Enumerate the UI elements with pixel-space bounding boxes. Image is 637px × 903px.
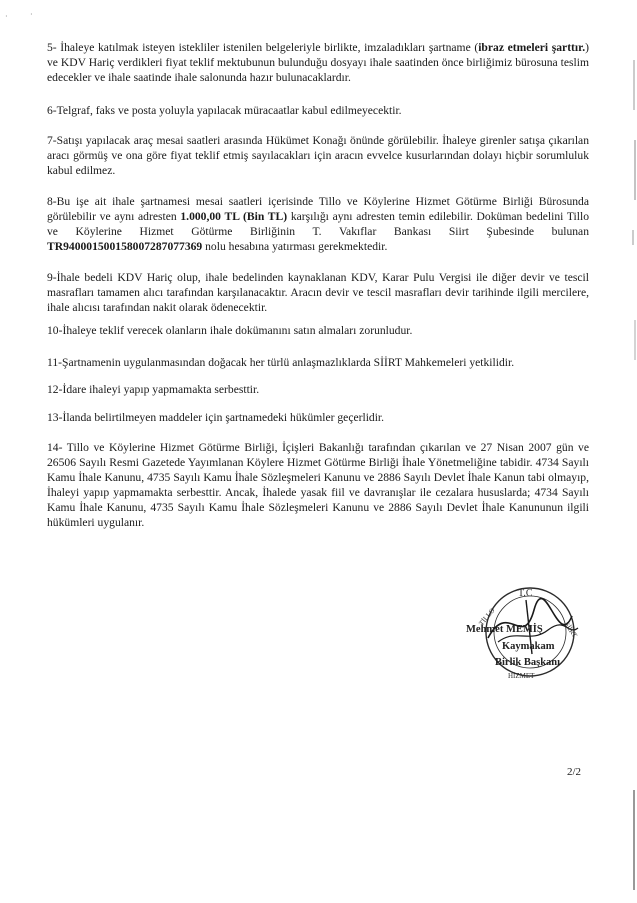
clause-13 [47, 410, 589, 425]
clause-text: 5- İhaleye katılmak isteyen istekliler istenilen belgeleriyle birlikte, imzaladıkları şartname ( [47, 41, 479, 54]
clause-text: karşılığı aynı adresten temin edilebilir. Doküman bedelini Tillo ve Köylerine Hizmet Götürme Birliğinin T. Vakıflar Bankası Siirt Şubesinde bulunan [47, 210, 590, 238]
scan-edge-artifacts [627, 30, 637, 890]
clause-12 [47, 382, 589, 397]
clause-11 [47, 355, 589, 370]
clause-text: 13-İlanda belirtilmeyen maddeler için şartnamedeki hükümler geçerlidir. [47, 411, 385, 424]
clause-14 [47, 440, 589, 530]
clause-7 [47, 133, 589, 178]
clause-text: 14- Tillo ve Köylerine Hizmet Götürme Birliği, İçişleri Bakanlığı tarafından çıkarılan ve 27 Nisan 2007 gün ve 26506 Sayılı Resmi Gazetede Yayımlanan Köylere Hizmet Götürme Birliği İhale Yönetmeliğine tabidir. 4734 Sayılı Kamu İhale Kanunu, 4735 Sayılı Kamu İhale Sözleşmeleri Kanunu ve 2886 Sayılı Devlet İhale Kanun tabi olmayıp, İhaleyi yapıp yapmamakta serbesttir. Ancak, İhalede yasak fiil ve davranışlar ile cezalara hususlarda; 4734 Sayılı Kamu İhale Kanunu, 4735 Sayılı Kamu İhale Sözleşmeleri Kanunu ve 2886 Sayılı Devlet İhale Kanununun ilgili hükümleri uygulanır. [47, 441, 589, 529]
signatory-title-2: Birlik Başkanı [495, 657, 561, 668]
clause-text: 8-Bu işe ait ihale şartnamesi mesai saatleri içerisinde Tillo ve Köylerine Hizmet Götürme Birliği Bürosunda görülebilir ve aynı adresten [47, 195, 589, 223]
clause-text: 7-Satışı yapılacak araç mesai saatleri arasında Hükümet Konağı önünde görülebilir. İhaleye girenler satışa çıkarılan aracı görmüş ve ona göre fiyat teklif etmiş sayılacakları için aracın evvelce kusurlarından dolayı hiçbir sorumluluk kabul edilmez. [47, 134, 589, 177]
clause-6 [47, 103, 589, 118]
page-number: 2/2 [567, 766, 582, 778]
scan-speck: · [5, 12, 8, 21]
svg-text:HİZMET: HİZMET [508, 672, 535, 680]
clause-text: nolu hesabına yatırması gerekmektedir. [202, 240, 388, 253]
svg-text:TİLLO: TİLLO [477, 606, 497, 628]
clause-text: 11-Şartnamenin uygulanmasından doğacak her türlü anlaşmazlıklarda SİİRT Mahkemeleri yetkilidir. [47, 356, 515, 369]
clause-emphasis: 1.000,00 TL (Bin TL) [180, 210, 288, 223]
clause-9 [47, 270, 589, 315]
clause-text: ) ve KDV Hariç verdikleri fiyat teklif mektubunun bulunduğu dosyayı ihale saatinden önce birliğimiz bürosuna teslim edecekler ve ihale saatinde ihale salonunda hazır bulunacaklardır. [47, 41, 589, 84]
svg-text:SİİRT: SİİRT [562, 620, 579, 640]
signatory-title: Kaymakam [502, 641, 555, 652]
clause-text: 9-İhale bedeli KDV Hariç olup, ihale bedelinden kaynaklanan KDV, Karar Pulu Vergisi ile diğer devir ve tescil masrafları tamamen alıcı tarafından karşılanacaktır. Aracın devir ve tescil masrafları devir tarihinde ilgili mercilere, ihale alıcısı tarafından nakit olarak ödenecektir. [47, 271, 589, 314]
clause-text: 6-Telgraf, faks ve posta yoluyla yapılacak müracaatlar kabul edilmeyecektir. [47, 104, 402, 117]
clause-text: 12-İdare ihaleyi yapıp yapmamakta serbesttir. [47, 383, 260, 396]
clause-10 [47, 323, 589, 338]
clause-8 [47, 194, 589, 254]
signatory-name: Mehmet MEMİŞ [466, 624, 543, 635]
clause-text: 10-İhaleye teklif verecek olanların ihale dokümanını satın almaları zorunludur. [47, 324, 413, 337]
clause-5 [47, 40, 589, 85]
svg-text:T.C: T.C [518, 588, 533, 599]
clause-emphasis: ibraz etmeleri şarttır. [478, 41, 586, 54]
official-seal [468, 580, 588, 690]
scan-speck: · [30, 10, 33, 19]
clause-emphasis: TR940001500158007287077369 [47, 240, 203, 253]
